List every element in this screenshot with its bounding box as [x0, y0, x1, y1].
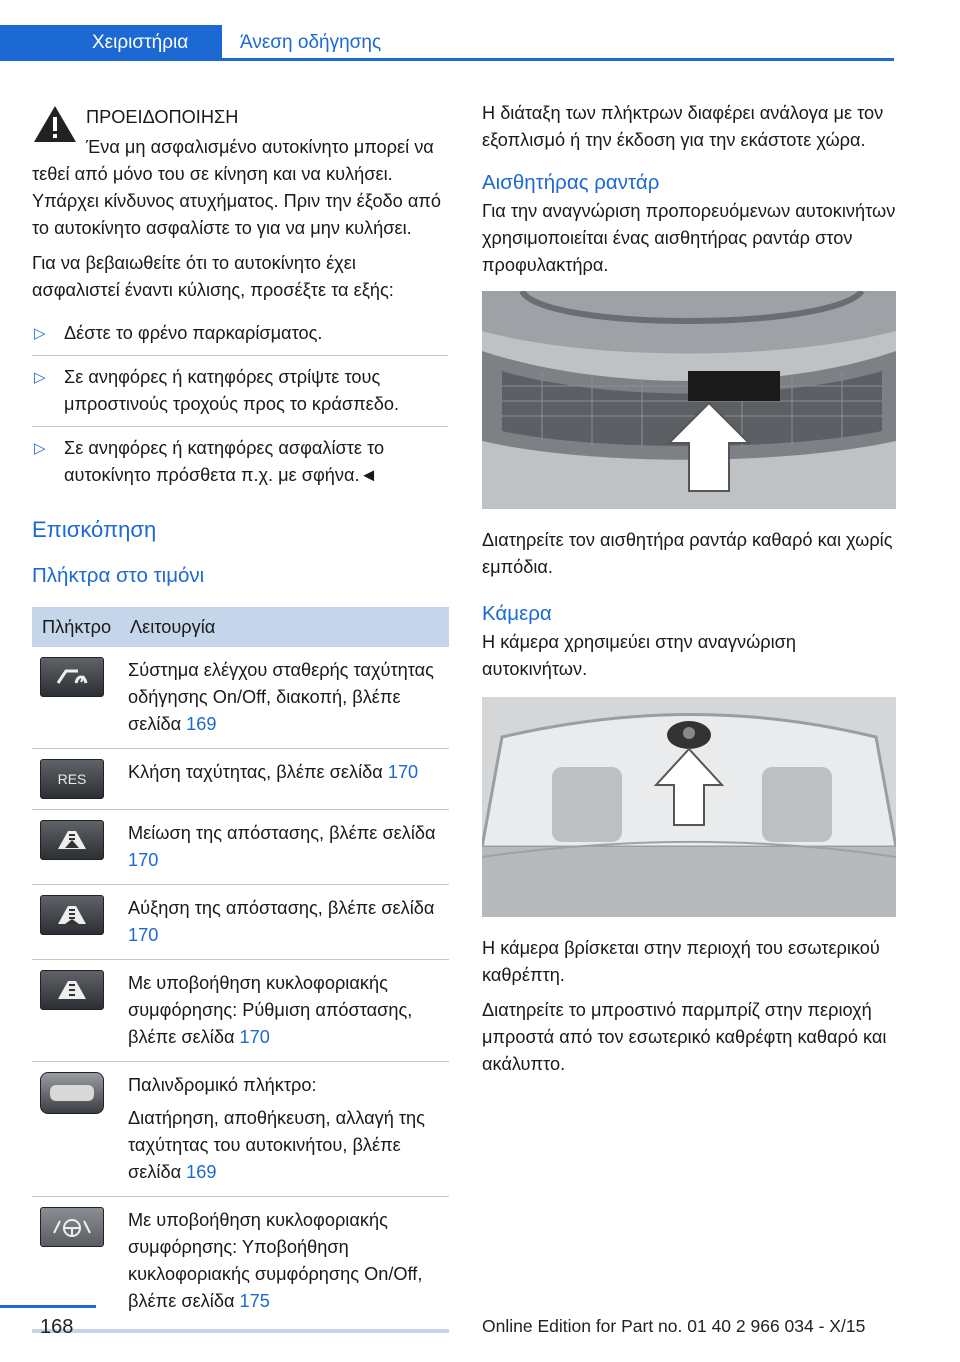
col-key-header: Πλήκτρο	[32, 607, 120, 647]
list-item: ▷ Σε ανηφόρες ή κατηφόρες στρίψτε τους μπροστινούς τροχούς προς το κράσπεδο.	[32, 356, 448, 427]
warning-text: Ένα μη ασφαλισμένο αυτοκίνητο μπορεί να τεθεί από μόνο του σε κίνηση και να κυλήσει. Υπάρχει κίνδυνος ατυχήματος. Πριν την έξοδο από το αυτοκίνητο ασφαλίστε το για να μην κυλήσει.	[32, 137, 442, 238]
footer-accent-line	[0, 1305, 96, 1308]
distance-decrease-icon	[40, 820, 104, 860]
table-row: Μείωση της απόστασης, βλέπε σελίδα 170	[32, 810, 449, 885]
left-column	[32, 104, 448, 1333]
page-link[interactable]: 169	[186, 714, 217, 734]
triangle-bullet-icon: ▷	[34, 325, 46, 342]
cruise-control-icon	[40, 657, 104, 697]
overview-heading: Επισκόπηση	[32, 517, 157, 542]
page-link[interactable]: 175	[239, 1291, 270, 1311]
list-item: ▷ Δέστε το φρένο παρκαρίσματος.	[32, 312, 448, 356]
radar-sensor-photo	[482, 291, 896, 509]
camera-note: Διατηρείτε το μπροστινό παρμπρίζ στην περιοχή μπροστά από τον εσωτερικό καθρέφτη καθαρό και ακάλυπτο.	[482, 1000, 887, 1074]
right-column	[482, 100, 896, 1086]
page-link[interactable]: 170	[128, 850, 159, 870]
table-header	[32, 607, 449, 647]
safety-list	[32, 312, 448, 497]
radar-text: Για την αναγνώριση προπορευόμενων αυτοκινήτων χρησιμοποιείται ένας αισθητήρας ραντάρ στον προφυλακτήρα.	[482, 201, 896, 275]
camera-photo	[482, 697, 896, 917]
camera-heading: Κάμερα	[482, 602, 552, 625]
table-row: Αύξηση της απόστασης, βλέπε σελίδα 170	[32, 885, 449, 960]
res-icon: RES	[40, 759, 104, 799]
layout-note: Η διάταξη των πλήκτρων διαφέρει ανάλογα με τον εξοπλισμό ή την έκδοση για την εκάστοτε χώρα.	[482, 103, 884, 150]
page-link[interactable]: 170	[387, 762, 419, 782]
table-row: Παλινδρομικό πλήκτρο: Διατήρηση, αποθήκευση, αλλαγή της ταχύτητας του αυτοκινήτου, βλέπε σελίδα 169	[32, 1062, 449, 1197]
triangle-bullet-icon: ▷	[34, 369, 46, 386]
warning-title: ΠΡΟΕΙΔΟΠΟΙΗΣΗ	[86, 107, 239, 127]
page-link[interactable]: 169	[186, 1162, 217, 1182]
page-link[interactable]: 170	[128, 925, 159, 945]
table-row: Σύστημα ελέγχου σταθερής ταχύτητας οδήγησης On/Off, διακοπή, βλέπε σελίδα 169	[32, 647, 449, 749]
camera-text: Η κάμερα χρησιμεύει στην αναγνώριση αυτοκινήτων.	[482, 632, 796, 679]
col-function-header: Λειτουργία	[120, 607, 449, 647]
rolling-intro: Για να βεβαιωθείτε ότι το αυτοκίνητο έχει ασφαλιστεί έναντι κύλισης, προσέξτε τα εξής:	[32, 253, 394, 300]
keys-table	[32, 607, 449, 1333]
edition-note: Online Edition for Part no. 01 40 2 966 034 - X/15	[482, 1316, 866, 1336]
steering-keys-heading: Πλήκτρα στο τιμόνι	[32, 564, 205, 587]
header-section-tab: Χειριστήρια	[0, 25, 222, 61]
header-subsection-tab: Άνεση οδήγησης	[222, 25, 894, 61]
traffic-jam-distance-icon	[40, 970, 104, 1010]
list-item: ▷ Σε ανηφόρες ή κατηφόρες ασφαλίστε το αυτοκίνητο πρόσθετα π.χ. με σφήνα.◄	[32, 427, 448, 497]
page-number: 168	[40, 1316, 74, 1338]
traffic-jam-assist-icon	[40, 1207, 104, 1247]
table-row: Με υποβοήθηση κυκλοφοριακής συμφόρησης: Ρύθμιση απόστασης, βλέπε σελίδα 170	[32, 960, 449, 1062]
table-row: RES Κλήση ταχύτητας, βλέπε σελίδα 170	[32, 749, 449, 810]
distance-increase-icon	[40, 895, 104, 935]
rocker-switch-icon	[40, 1072, 104, 1114]
triangle-bullet-icon: ▷	[34, 440, 46, 457]
camera-location: Η κάμερα βρίσκεται στην περιοχή του εσωτερικού καθρέπτη.	[482, 938, 880, 985]
table-row: Με υποβοήθηση κυκλοφοριακής συμφόρησης: Υποβοήθηση κυκλοφοριακής συμφόρησης On/Off, βλέπε σελίδα 175	[32, 1197, 449, 1332]
radar-note: Διατηρείτε τον αισθητήρα ραντάρ καθαρό και χωρίς εμπόδια.	[482, 530, 893, 577]
warning-icon	[32, 104, 78, 144]
warning-block	[32, 104, 448, 242]
radar-heading: Αισθητήρας ραντάρ	[482, 171, 660, 194]
page-link[interactable]: 170	[239, 1027, 270, 1047]
